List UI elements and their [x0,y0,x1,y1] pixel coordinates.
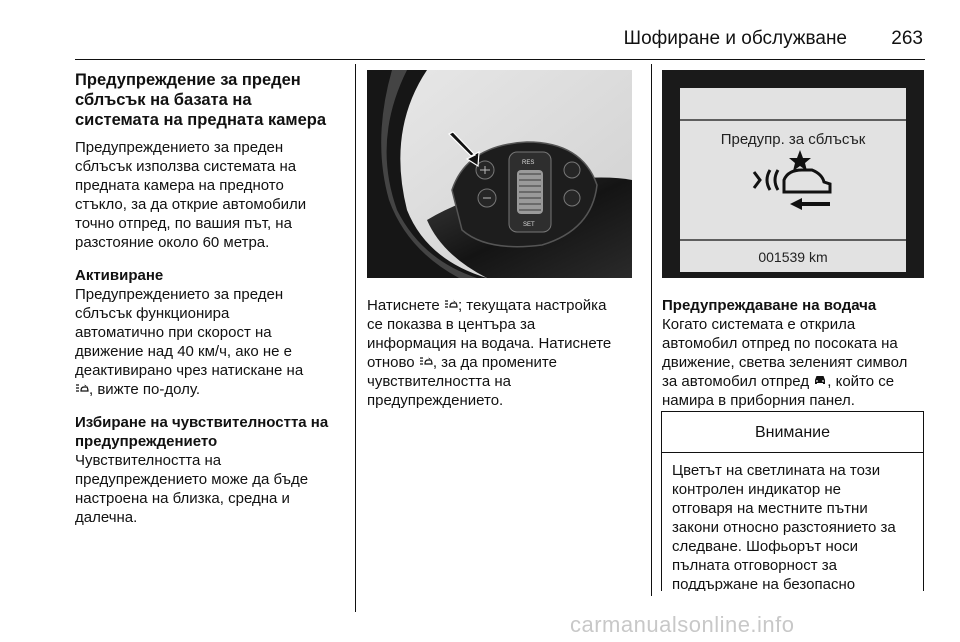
warning-heading: Предупреждаване на водача [662,297,877,314]
steering-wheel-figure [367,70,632,278]
warning-line: Когато системата е открила [662,316,856,333]
column-middle [367,296,647,410]
instruction-text: ; текущата настройка [457,297,607,314]
caution-notice-body [662,453,923,591]
collision-alert-button-icon [444,296,458,315]
watermark: carmanualsonline.info [570,612,795,637]
activation-line: Предупреждението за преден [75,286,284,303]
intro-line: разстояние около 60 метра. [75,234,270,251]
column-divider-1 [355,64,356,612]
intro-line: предната камера на предното [75,177,284,194]
warning-text: , който се [827,373,895,390]
sensitivity-line: Чувствителността на [75,452,222,469]
warning-line: движение, светва зеленият символ [662,354,908,371]
sensitivity-line: настроена на близка, средна и [75,490,290,507]
sensitivity-heading-line-1: Избиране на чувствителността на [75,414,329,431]
sensitivity-line: далечна. [75,509,138,526]
instruction-text: Натиснете [367,297,444,314]
intro-line: Предупреждението за преден [75,139,284,156]
sensitivity-line: предупреждението може да бъде [75,471,309,488]
column-left [75,70,347,527]
sensitivity-heading-line-2: предупреждението [75,433,218,450]
instruction-text: , за да промените [432,354,557,371]
notice-line: отговаря на местните пътни [672,500,868,517]
warning-text: за автомобил отпред [662,373,814,390]
activation-last-text: , вижте по-долу. [89,381,201,398]
warning-line: намира в приборния панел. [662,392,855,409]
vehicle-ahead-icon [813,372,827,391]
column-divider-2 [651,64,652,596]
section-heading-line-1: Предупреждение за преден [75,71,301,89]
page-header [75,26,925,56]
odometer-readout: 001539 km [758,249,828,265]
section-heading-line-2: сблъсък на базата на [75,91,252,109]
instruction-line [367,353,647,372]
collision-alert-button-icon [75,380,89,399]
instruction-line: предупреждението. [367,392,504,409]
collision-alert-button-icon [419,353,433,372]
instruction-text: отново [367,354,419,371]
wheel-button-set: SET [523,222,535,228]
activation-line: автоматично при скорост на [75,324,272,341]
intro-line: точно отпред, по вашия път, на [75,215,292,232]
instruction-line: информация на водача. Натиснете [367,335,612,352]
intro-line: стъкло, за да открие автомобили [75,196,307,213]
caution-notice-title: Внимание [662,412,923,453]
activation-line: движение над 40 км/ч, ако не е [75,343,292,360]
page-number: 263 [891,28,923,49]
intro-line: сблъсък използва системата на [75,158,297,175]
warning-line: автомобил отпред по посоката на [662,335,898,352]
activation-line-last [75,380,347,399]
notice-line: следване. Шофьорът носи [672,538,858,555]
warning-line [662,372,952,391]
instruction-line: чувствителността на [367,373,511,390]
driver-info-display-figure [662,70,924,278]
activation-line: деактивирано чрез натискане на [75,362,304,379]
header-title: Шофиране и обслужване [623,28,847,49]
instruction-line: се показва в центъра за [367,316,536,333]
header-rule [75,59,925,60]
display-message: Предупр. за сблъсък [720,131,866,148]
wheel-button-res: RES [522,160,535,166]
activation-heading: Активиране [75,267,164,284]
notice-line: Цветът на светлината на този [672,462,881,479]
notice-line: поддържане на безопасно [672,576,856,591]
column-right [662,296,952,410]
notice-line: контролен индикатор не [672,481,842,498]
notice-line: пълната отговорност за [672,557,837,574]
instruction-line [367,296,647,315]
section-heading-line-3: системата на предната камера [75,111,327,129]
caution-notice-box [661,411,924,591]
activation-line: сблъсък функционира [75,305,230,322]
notice-line: закони относно разстоянието за [672,519,896,536]
